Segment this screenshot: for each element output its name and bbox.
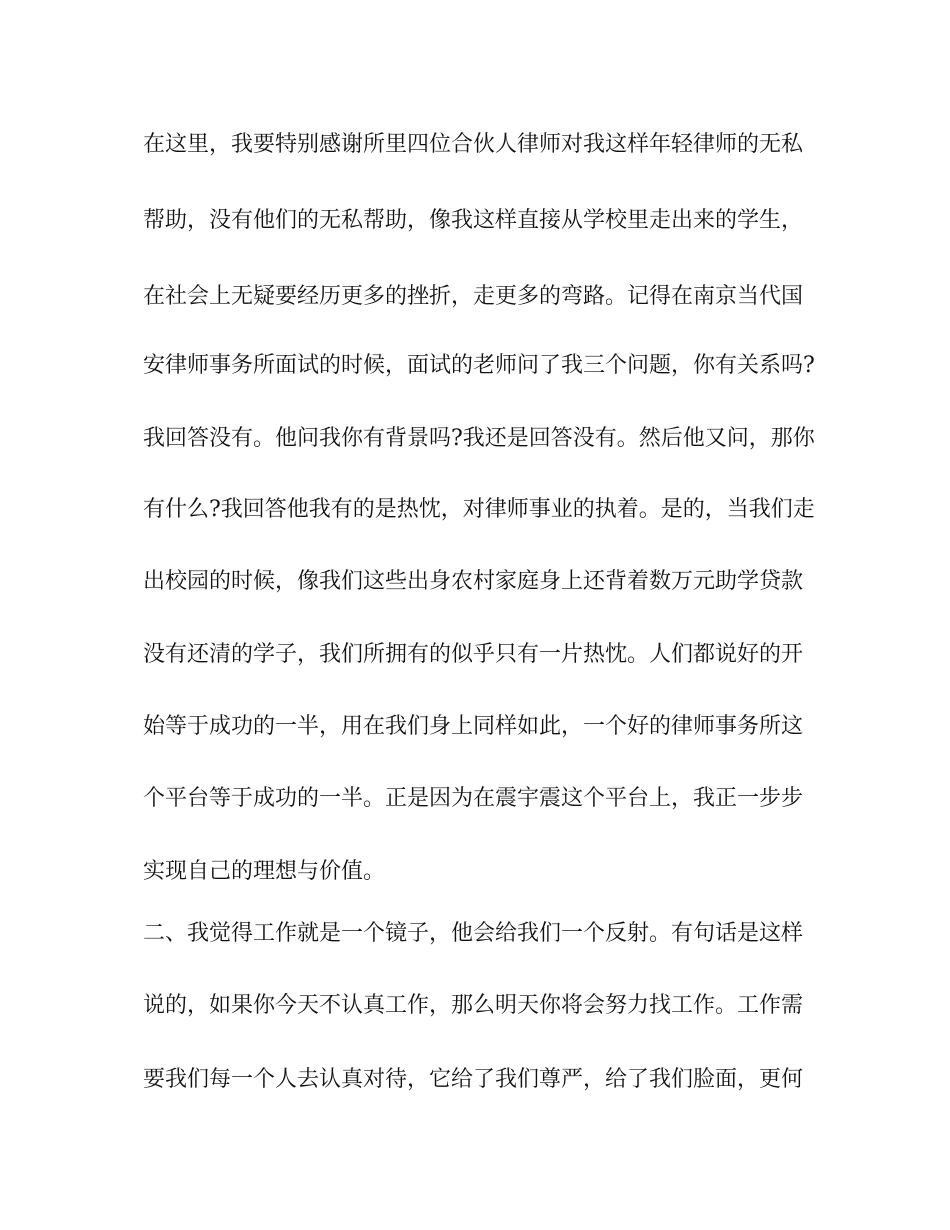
text-line-1: 在这里，我要特别感谢所里四位合伙人律师对我这样年轻律师的无私: [143, 132, 804, 157]
text-line-12: 二、我觉得工作就是一个镜子，他会给我们一个反射。有句话是这样: [143, 921, 804, 946]
text-line-2: 帮助，没有他们的无私帮助，像我这样直接从学校里走出来的学生，: [143, 208, 804, 233]
text-line-14: 要我们每一个人去认真对待，它给了我们尊严，给了我们脸面，更何: [143, 1067, 804, 1092]
text-line-6: 有什么?我回答他我有的是热忱，对律师事业的执着。是的，当我们走: [143, 497, 815, 522]
text-line-8: 没有还清的学子，我们所拥有的似乎只有一片热忱。人们都说好的开: [143, 642, 804, 667]
text-line-10: 个平台等于成功的一半。正是因为在震宇震这个平台上，我正一步步: [143, 786, 804, 811]
text-line-5: 我回答没有。他问我你有背景吗?我还是回答没有。然后他又问，那你: [143, 426, 815, 451]
text-line-7: 出校园的时候，像我们这些出身农村家庭身上还背着数万元助学贷款: [143, 569, 804, 594]
text-line-3: 在社会上无疑要经历更多的挫折，走更多的弯路。记得在南京当代国: [143, 284, 804, 309]
text-line-4: 安律师事务所面试的时候，面试的老师问了我三个问题，你有关系吗?: [143, 353, 815, 378]
text-line-13: 说的，如果你今天不认真工作，那么明天你将会努力找工作。工作需: [143, 993, 804, 1018]
text-line-9: 始等于成功的一半，用在我们身上同样如此，一个好的律师事务所这: [143, 714, 804, 739]
text-line-11: 实现自己的理想与价值。: [143, 859, 386, 884]
